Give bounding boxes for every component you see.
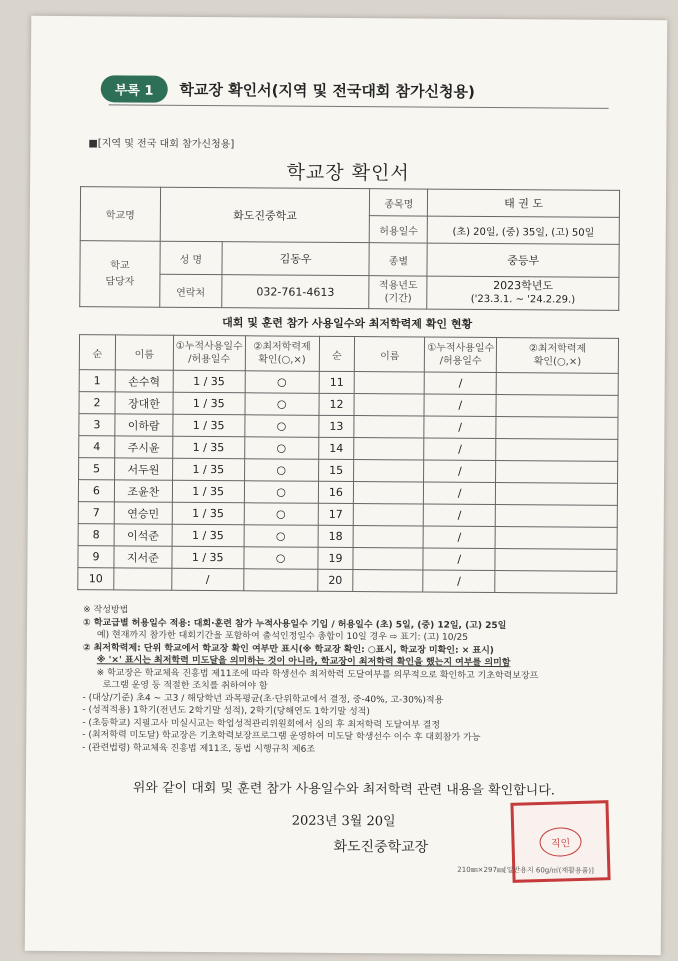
row-usage: / — [172, 568, 244, 591]
row-usage: 1 / 35 — [173, 392, 245, 415]
row-check: ○ — [244, 525, 318, 548]
row-name-right — [354, 438, 424, 460]
row-usage: 1 / 35 — [172, 436, 244, 459]
note-1: ① 학교급별 허용일수 적용: 대회·훈련 참가 누적사용일수 기입 / 허용일수 (초) 5일, (중) 12일, (고) 25일 — [83, 617, 507, 631]
school-label: 학교명 — [80, 187, 160, 242]
row-name: 장대한 — [115, 392, 173, 414]
year-value: 2023학년도 — [493, 279, 554, 293]
row-name: 주시윤 — [115, 436, 173, 458]
row-name-right — [353, 548, 423, 570]
row-usage: 1 / 35 — [172, 458, 244, 481]
row-no-right: 11 — [319, 371, 355, 393]
row-name-right — [354, 526, 424, 548]
row-usage-right: / — [424, 372, 496, 395]
contact-value: 032-761-4613 — [221, 275, 369, 309]
table-header-row — [79, 335, 618, 374]
row-no-right: 19 — [317, 547, 353, 569]
note-heading: ※ 작성방법 — [83, 605, 129, 616]
row-check-right — [495, 505, 617, 528]
row-no: 10 — [78, 568, 114, 590]
row-name-right — [354, 416, 424, 438]
row-no-right: 13 — [318, 415, 354, 437]
row-usage-right: / — [424, 504, 496, 527]
name-value: 김동우 — [222, 242, 370, 276]
instructions — [82, 604, 643, 758]
row-no: 8 — [78, 524, 114, 546]
row-usage-right: / — [423, 526, 495, 549]
gender-label: 종별 — [369, 243, 427, 276]
row-name: 손수혁 — [115, 370, 173, 392]
appendix-badge: 부록 1 — [101, 75, 168, 102]
row-usage-right: / — [423, 548, 495, 571]
row-usage-right: / — [424, 482, 496, 505]
row-usage-right: / — [424, 394, 496, 417]
header-check-right: ②최저학력제 확인(○,×) — [496, 338, 618, 374]
row-check-right — [496, 439, 618, 462]
row-name-right — [354, 460, 424, 482]
header-no: 순 — [79, 335, 115, 370]
period-value: ('23.3.1. ~ '24.2.29.) — [470, 293, 576, 306]
row-check-right — [496, 483, 618, 506]
contact-label: 연락처 — [160, 274, 222, 307]
issue-date: 2023년 3월 20일 — [291, 813, 396, 830]
row-no-right: 17 — [318, 503, 354, 525]
row-name-right — [355, 372, 425, 394]
row-no: 9 — [78, 546, 114, 568]
info-table — [79, 186, 620, 311]
row-check-right — [495, 549, 617, 572]
note-target: - (대상/기준) 초4 ~ 고3 / 해당학년 과목평균(초·단위학교에서 결정, 중-40%, 고-30%)적용 — [82, 692, 444, 706]
row-check: ○ — [245, 393, 319, 416]
table-body — [78, 370, 619, 594]
paper-spec: 210㎜×297㎜[일반용지 60g/㎡(재활용품)] — [457, 865, 594, 875]
row-no: 5 — [79, 458, 115, 480]
row-check: ○ — [244, 437, 318, 460]
days-label: 허용일수 — [370, 216, 428, 243]
row-check: ○ — [245, 371, 319, 394]
appendix-title: 학교장 확인서(지역 및 전국대회 참가신청용) — [179, 80, 475, 101]
row-name: 조윤찬 — [114, 480, 172, 502]
row-usage: 1 / 35 — [172, 546, 244, 569]
row-no: 6 — [78, 480, 114, 502]
row-check: ○ — [244, 503, 318, 526]
row-no-right: 16 — [318, 481, 354, 503]
row-name-right — [354, 482, 424, 504]
staff-label: 학교 담당자 — [80, 241, 160, 308]
row-no: 7 — [78, 502, 114, 524]
row-name-right — [354, 394, 424, 416]
row-name: 이하람 — [115, 414, 173, 436]
row-check-right — [496, 373, 618, 396]
row-no-right: 15 — [318, 459, 354, 481]
note-law: - (관련법령) 학교체육 진흥법 제11조, 동법 시행규칙 제6조 — [82, 742, 316, 755]
note-2-x-meaning: ※ '×' 표시는 최저학력 미도달을 의미하는 것이 아니라, 학교장이 최저학력 확인을 했는지 여부를 의미함 — [96, 655, 511, 669]
row-check-right — [496, 395, 618, 418]
row-check: ○ — [244, 481, 318, 504]
row-no: 4 — [79, 436, 115, 458]
note-unmet: - (최저학력 미도달) 학교장은 기초학력보장프로그램 운영하여 미도달 학생선수 이수 후 대회참가 가능 — [82, 730, 481, 743]
note-2: ② 최저학력제: 단위 학교에서 학교장 확인 여부만 표시(※ 학교장 확인: ○표시, 학교장 미확인: × 표시) — [82, 642, 494, 656]
school-value: 화도진중학교 — [160, 187, 370, 242]
row-name: 이석준 — [114, 524, 172, 546]
row-name-right — [354, 504, 424, 526]
note-2-law-cont: 로그램 운영 등 적절한 조치를 취하여야 함 — [102, 680, 268, 692]
row-name: 서두원 — [114, 458, 172, 480]
row-check-right — [495, 527, 617, 550]
seal-label: 직인 — [539, 826, 581, 856]
row-usage: 1 / 35 — [172, 524, 244, 547]
header-check: ②최저학력제 확인(○,×) — [245, 336, 319, 372]
row-name-right — [353, 570, 423, 592]
note-elementary: - (초등학교) 지필고사 미실시교는 학업성적관리위원회에서 심의 후 최저학력 도달여부 결정 — [82, 717, 441, 731]
header-usage-right: ①누적사용일수 /허용일수 — [425, 337, 497, 373]
row-check — [243, 569, 317, 592]
confirmation-text: 위와 같이 대회 및 훈련 참가 사용일수와 최저학력 관련 내용을 확인합니다. — [132, 780, 556, 799]
row-usage: 1 / 35 — [172, 502, 244, 525]
row-usage-right: / — [424, 460, 496, 483]
gender-value: 중등부 — [427, 243, 619, 277]
row-usage: 1 / 35 — [172, 480, 244, 503]
document-page — [25, 16, 668, 955]
row-usage-right: / — [423, 570, 495, 593]
row-usage: 1 / 35 — [173, 370, 245, 393]
header-name: 이름 — [115, 335, 173, 370]
row-no: 2 — [79, 392, 115, 414]
document-title: 학교장 확인서 — [286, 161, 410, 185]
row-check-right — [495, 571, 617, 594]
row-check: ○ — [244, 459, 318, 482]
row-name: 지서준 — [114, 546, 172, 568]
row-name: 연승민 — [114, 502, 172, 524]
row-check: ○ — [244, 415, 318, 438]
appendix-header — [101, 74, 475, 105]
form-tag: ■[지역 및 전국 대회 참가신청용] — [88, 138, 235, 151]
row-check-right — [496, 417, 618, 440]
sport-value: 태 권 도 — [428, 189, 620, 217]
table-row — [78, 568, 617, 594]
days-value: (초) 20일, (중) 35일, (고) 50일 — [428, 216, 620, 244]
row-no-right: 12 — [319, 393, 355, 415]
row-usage: 1 / 35 — [173, 414, 245, 437]
athlete-table — [77, 334, 619, 594]
note-grades: - (성적적용) 1학기(전년도 2학기말 성적), 2학기(당해연도 1학기말 성적) — [82, 705, 370, 718]
row-no: 3 — [79, 414, 115, 436]
row-check-right — [496, 461, 618, 484]
row-name — [114, 568, 172, 590]
row-no-right: 14 — [318, 437, 354, 459]
row-no: 1 — [79, 370, 115, 392]
year-label: 적용년도 (기간) — [369, 276, 427, 309]
year-cell — [427, 276, 619, 310]
principal-signature: 화도진중학교장 — [333, 838, 429, 856]
row-no-right: 20 — [317, 569, 353, 591]
header-name-right: 이름 — [355, 337, 425, 372]
header-no-right: 순 — [319, 336, 355, 371]
sport-label: 종목명 — [370, 189, 428, 216]
name-label: 성 명 — [160, 241, 222, 274]
row-usage-right: / — [424, 438, 496, 461]
row-no-right: 18 — [318, 525, 354, 547]
header-usage: ①누적사용일수 /허용일수 — [173, 335, 245, 371]
row-check: ○ — [244, 547, 318, 570]
table-subtitle: 대회 및 훈련 참가 사용일수와 최저학력제 확인 현황 — [222, 316, 473, 331]
note-1-example: 예) 현재까지 참가한 대회기간을 포함하여 출석인정일수 총합이 10일 경우 ⇨ 표기: (고) 10/25 — [96, 630, 469, 643]
header-divider — [109, 104, 609, 108]
row-usage-right: / — [424, 416, 496, 439]
note-2-law: ※ 학교장은 학교체육 진흥법 제11조에 따라 학생선수 최저학력 도달여부를 의무적으로 확인하고 기초학력보장프 — [96, 667, 539, 681]
